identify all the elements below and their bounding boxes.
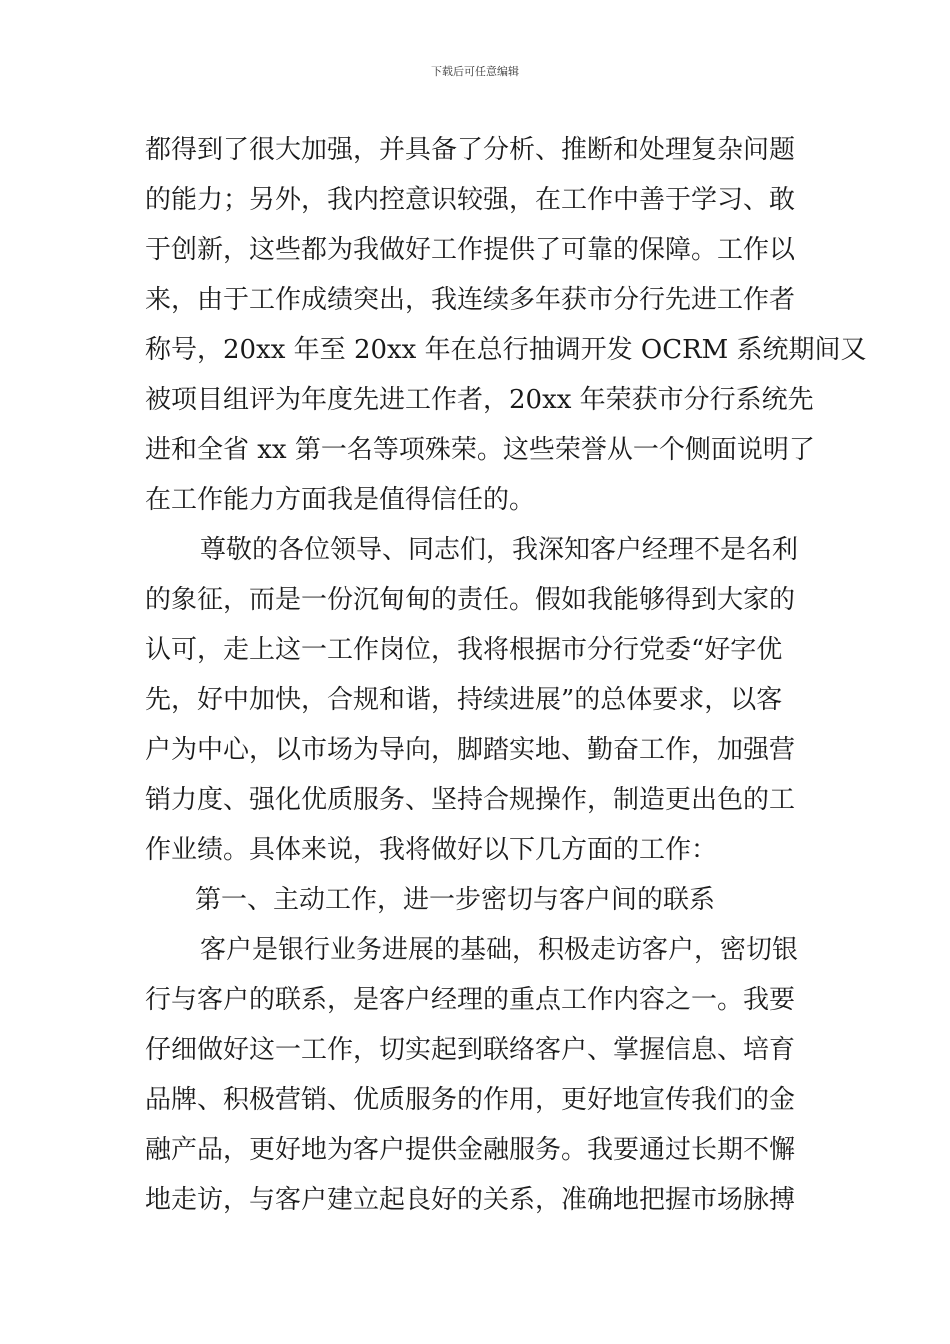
body-line: 先，好中加快，合规和谐，持续进展”的总体要求，以客 [145,685,783,715]
body-line: 都得到了很大加强，并具备了分析、推断和处理复杂问题 [145,135,796,165]
body-line: 来，由于工作成绩突出，我连续多年获市分行先进工作者 [145,285,796,315]
body-line: 地走访，与客户建立起良好的关系，准确地把握市场脉搏 [145,1185,796,1215]
body-line: 称号，20xx 年至 20xx 年在总行抽调开发 OCRM 系统期间又 [145,335,867,365]
body-line: 在工作能力方面我是值得信任的。 [145,485,536,515]
body-line: 的能力；另外，我内控意识较强，在工作中善于学习、敢 [145,185,796,215]
body-line: 的象征，而是一份沉甸甸的责任。假如我能够得到大家的 [145,585,796,615]
body-line: 认可，走上这一工作岗位，我将根据市分行党委“好字优 [145,635,783,665]
body-line: 于创新，这些都为我做好工作提供了可靠的保障。工作以 [145,235,796,265]
page-header: 下载后可任意编辑 [431,65,519,78]
paragraph-first-line: 客户是银行业务进展的基础，积极走访客户，密切银 [200,935,799,965]
body-line: 销力度、强化优质服务、坚持合规操作，制造更出色的工 [145,785,796,815]
paragraph-first-line: 尊敬的各位领导、同志们，我深知客户经理不是名利 [200,535,799,565]
section-heading: 第一、主动工作，进一步密切与客户间的联系 [195,885,716,915]
body-line: 作业绩。具体来说，我将做好以下几方面的工作： [145,835,718,865]
body-line: 被项目组评为年度先进工作者，20xx 年荣获市分行系统先 [145,385,814,415]
body-line: 品牌、积极营销、优质服务的作用，更好地宣传我们的金 [145,1085,796,1115]
body-line: 进和全省 xx 第一名等项殊荣。这些荣誉从一个侧面说明了 [145,435,815,465]
body-line: 融产品，更好地为客户提供金融服务。我要通过长期不懈 [145,1135,796,1165]
body-line: 仔细做好这一工作，切实起到联络客户、掌握信息、培育 [145,1035,796,1065]
body-line: 行与客户的联系，是客户经理的重点工作内容之一。我要 [145,985,796,1015]
body-line: 户为中心，以市场为导向，脚踏实地、勤奋工作，加强营 [145,735,796,765]
